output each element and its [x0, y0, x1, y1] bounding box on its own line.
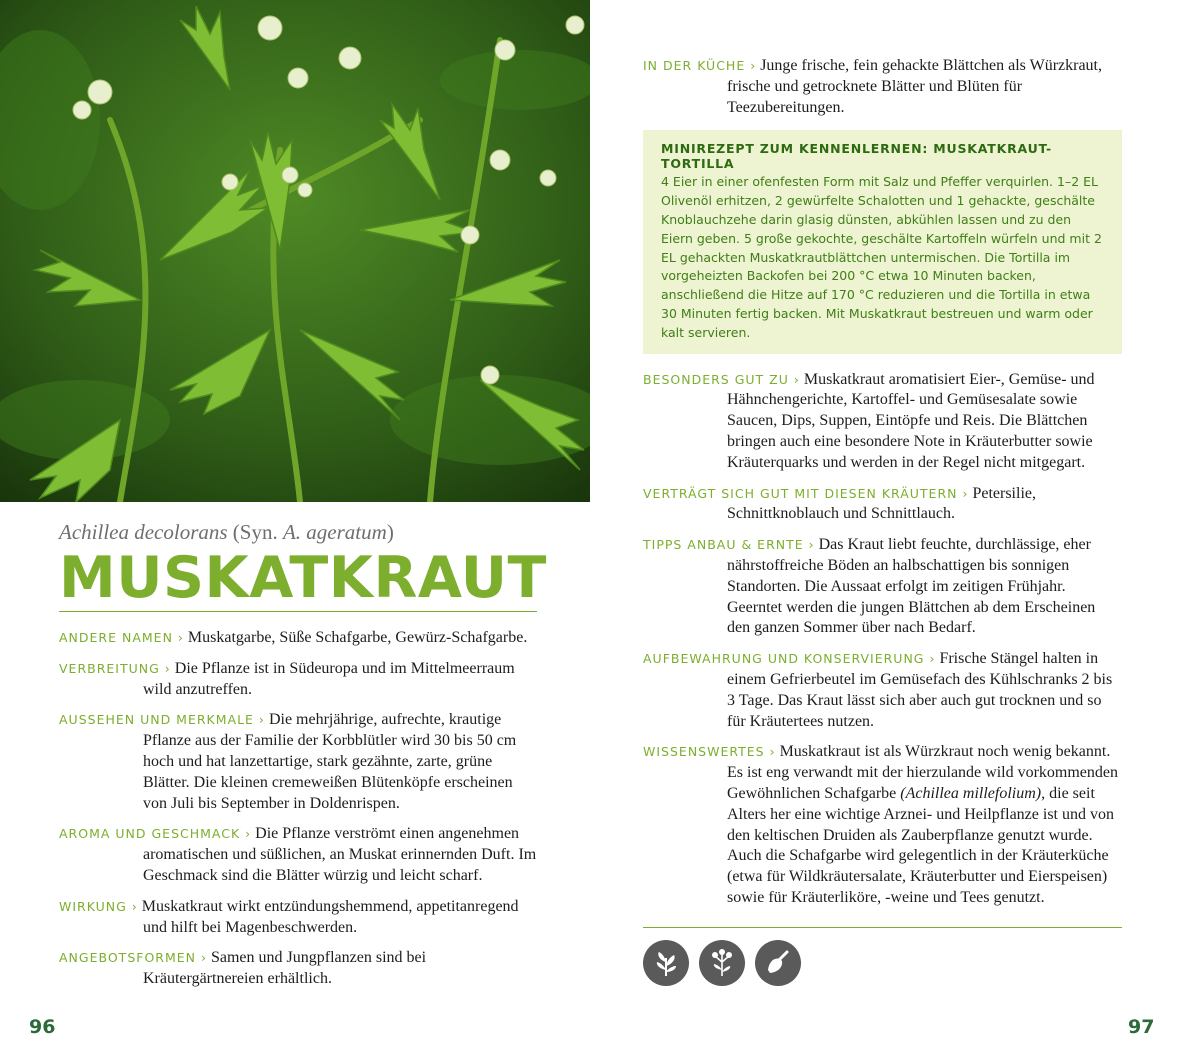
entry-wissenswertes: [643, 742, 1122, 908]
entry-label: WISSENSWERTES ›: [643, 744, 776, 760]
entry-label: TIPPS ANBAU & ERNTE ›: [643, 537, 815, 553]
synonym: (Syn. A. ageratum): [232, 520, 394, 544]
entry-text: Die Pflanze ist in Südeuropa und im Mittelmeerraum wild anzutreffen.: [143, 659, 515, 698]
page-title: MUSKATKRAUT: [59, 545, 547, 611]
entry-aufbewahrung: [643, 649, 1122, 732]
recipe-title: MINIREZEPT ZUM KENNENLERNEN: MUSKATKRAUT-TORTILLA: [661, 141, 1053, 172]
entry-label: VERTRÄGT SICH GUT MIT DIESEN KRÄUTERN ›: [643, 485, 969, 501]
entry-verbreitung: [59, 659, 537, 701]
entry-wirkung: [59, 897, 537, 939]
latin-name-line: [59, 520, 537, 545]
entry-text: Muskatgarbe, Süße Schafgarbe, Gewürz-Schafgarbe.: [187, 629, 528, 646]
recipe-box: [643, 130, 1122, 353]
entry-andere-namen: [59, 628, 537, 649]
entry-latin: (Achillea millefolium),: [900, 784, 1046, 802]
entry-aussehen: [59, 710, 537, 814]
entry-aroma: [59, 824, 537, 886]
recipe-text: 4 Eier in einer ofenfesten Form mit Salz und Pfeffer verquirlen. 1–2 EL Olivenöl erhitzen, 2 gewürfelte Schalotten und 1 gehackte, geschälte Knoblauchzehe darin glasig dünsten, abkühlen lassen und zu den Eiern geben. 5 große gekochte, geschälte Kartoffeln würfeln und mit 2 EL gehackten Muskatkrautblättchen untermischen. Die Tortilla im vorgeheizten Backofen bei 200 °C etwa 10 Minuten backen, anschließend die Hitze auf 170 °C reduzieren und die Tortilla in etwa 30 Minuten fertig backen. Mit Muskatkraut bestreuen und warm oder kalt servieren.: [661, 174, 1102, 340]
entry-text: Die Pflanze verströmt einen angenehmen aromatischen und süßlichen, an Muskat erinnernden Duft. Im Geschmack sind die Blätter würzig und leicht scharf.: [143, 825, 537, 884]
entry-label: AUSSEHEN UND MERKMALE ›: [59, 712, 265, 728]
entry-label: AUFBEWAHRUNG UND KONSERVIERUNG ›: [643, 651, 936, 667]
entry-angebotsformen: [59, 948, 537, 990]
entry-text: Petersilie, Schnittknoblauch und Schnittlauch.: [727, 484, 1036, 523]
left-column: [59, 520, 547, 1000]
entry-label: AROMA UND GESCHMACK ›: [59, 826, 252, 842]
entry-text: Die mehrjährige, aufrechte, krautige Pflanze aus der Familie der Korbblütler wird 30 bis 50 cm hoch und hat lanzettartige, stark gezähnte, zarte, grüne Blätter. Die kleinen cremeweißen Blütenköpfe erscheinen von Juli bis September in Doldenrispen.: [143, 711, 517, 812]
entry-label: IN DER KÜCHE ›: [643, 58, 757, 73]
entry-text: Muskatkraut wirkt entzündungshemmend, appetitanregend und hilft bei Magenbeschwerden.: [141, 897, 519, 936]
entry-text: Muskatkraut ist als Würzkraut noch wenig bekannt. Es ist eng verwandt mit der hierzulande wild vorkommenden Gewöhnlichen Schafgarbe: [727, 743, 1119, 802]
entry-text: Muskatkraut aromatisiert Eier-, Gemüse- und Hähnchengerichte, Kartoffel- und Gemüsesalate sowie Saucen, Dips, Suppen, Eintöpfe und Reis. Die Blättchen bringen auch eine besondere Note in Kräuterbutter sowie Kräuterquarks und werden in der Regel nicht mitgegart.: [727, 370, 1095, 471]
entry-text: Das Kraut liebt feuchte, durchlässige, eher nährstoffreiche Böden an halbschattigen bis sonnigen Standorten. Die Aussaat erfolgt im zeitigen Frühjahr. Geerntet werden die jungen Blättchen ab dem Erscheinen den ganzen Sommer über nach Bedarf.: [727, 536, 1096, 637]
entry-tipps-anbau: [643, 535, 1122, 639]
muskatkraut-plant-illustration: [0, 0, 590, 502]
entry-label: VERBREITUNG ›: [59, 660, 171, 676]
entry-text: Junge frische, fein gehackte Blättchen als Würzkraut, frische und getrocknete Blätter und Blüten für Teezubereitungen.: [727, 57, 1102, 116]
herb-photo: [0, 0, 590, 502]
category-icons: [643, 940, 1122, 986]
latin-name: Achillea decolorans: [59, 520, 228, 544]
entry-text: Samen und Jungpflanzen sind bei Kräutergärtnereien erhältlich.: [143, 949, 427, 988]
entry-text: Frische Stängel halten in einem Gefrierbeutel im Gemüsefach des Kühlschranks 2 bis 3 Tage. Das Kraut lässt sich aber auch gut trocknen und so für Kräutertees nutzen.: [727, 650, 1113, 730]
entry-label: ANGEBOTSFORMEN ›: [59, 950, 207, 966]
page-number-right: 97: [1128, 1016, 1155, 1038]
entry-label: BESONDERS GUT ZU ›: [643, 371, 800, 387]
entry-in-der-kueche: [643, 56, 1122, 118]
flower-umbel-icon: [699, 940, 745, 986]
entry-vertraegt-sich: [643, 484, 1122, 526]
page-number-left: 96: [29, 1016, 56, 1038]
entry-label: ANDERE NAMEN ›: [59, 630, 184, 645]
right-column: [643, 56, 1122, 986]
entry-besonders-gut-zu: [643, 370, 1122, 474]
herb-plant-icon: [643, 940, 689, 986]
left-entries: [59, 628, 537, 990]
entry-label: WIRKUNG ›: [59, 898, 138, 914]
entry-text: die seit Alters her eine wichtige Arznei- und Heilpflanze ist und von den keltischen Druiden als Zauberpflanze genutzt wurde. Auch die Schafgarbe wird gelegentlich in der Kräuterküche (etwa für Wildkräutersalate, Kräuterbutter und Eierspeisen) sowie für Kräuterliköre, -weine und Tees genutzt.: [727, 784, 1114, 906]
garden-trowel-icon: [755, 940, 801, 986]
divider: [643, 927, 1122, 928]
